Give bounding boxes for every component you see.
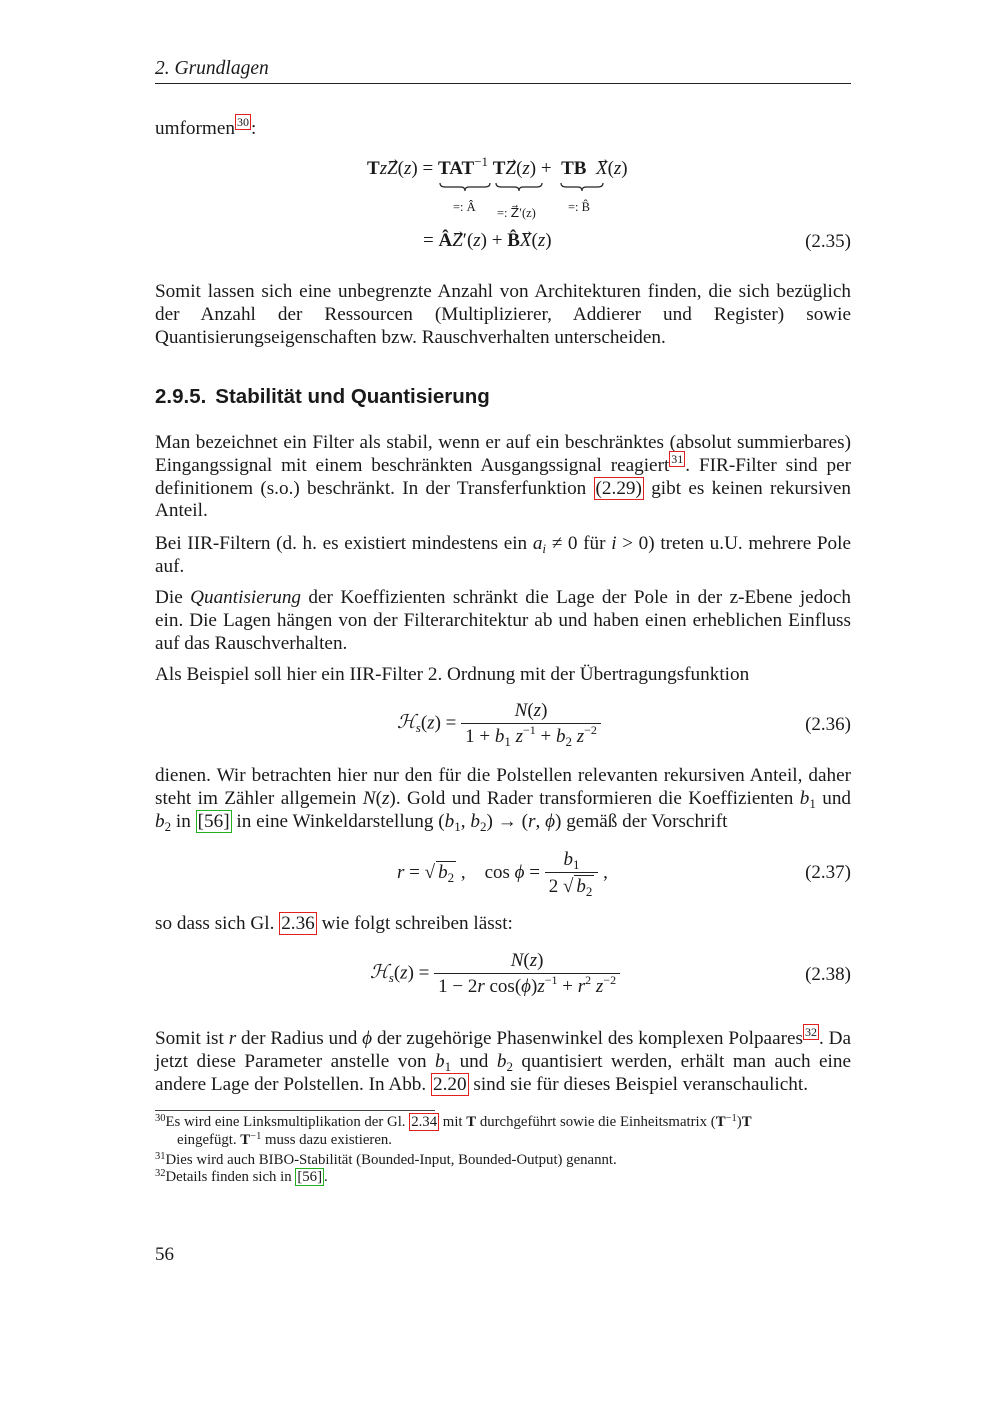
paragraph-quantization: Die Quantisierung der Koeffizienten schränkt die Lage der Pole in der z-Ebene jedoch ein. Die Lagen hängen von der Filterarchitektur ab und haben einen erheblichen Einfluss auf das Rauschverhalten.: [155, 587, 852, 654]
footnote-30: $^{30}$Es wird eine Linksmultiplikation der Gl. 2.34 mit T durchgeführt sowie die Einheitsmatrix $(T^{-1})T$ eingefügt. $T^{-1}$ muss dazu existieren.: [155, 1113, 752, 1148]
section-heading: 2.9.5. Stabilität und Quantisierung: [155, 385, 490, 408]
equation-2-37: r = √ $b_2$ , cos ϕ = $\frac{b_1}{2 √ b_2}$ ,: [397, 849, 608, 899]
eq-2-35-line2: = ÂZ⃗′(z) + B̂X⃗(z): [423, 230, 552, 251]
footnote-31: $^{31}$Dies wird auch BIBO-Stabilität (Bounded-Input, Bounded-Output) genannt.: [155, 1151, 617, 1168]
underbrace-z: [495, 183, 543, 191]
page-number: 56: [155, 1244, 174, 1265]
paragraph-stability: Man bezeichnet ein Filter als stabil, wenn er auf ein beschränktes (absolut summierbares) Eingangssignal mit einem beschränkten Ausgangssignal reagiert $^{31}$ . FIR-Filter sind per definitionem (s.o.) beschränkt. In der Transferfunktion (2.29) gibt es keinen rekursiven Anteil.: [155, 432, 851, 522]
figure-ref-2-20[interactable]: 2.20: [433, 1073, 467, 1095]
eq-2-35-number: (2.35): [805, 231, 851, 252]
footnote-ref-32[interactable]: 32: [804, 1025, 817, 1039]
brace-label-a: =: Â: [453, 200, 476, 214]
eq-ref-2-34[interactable]: 2.34: [411, 1114, 438, 1130]
footnote-rule: [155, 1110, 435, 1111]
running-header: 2. Grundlagen: [155, 58, 851, 84]
underbrace-b: [560, 183, 604, 191]
footnote-32: $^{32}$Details finden sich in [56] .: [155, 1168, 328, 1185]
brace-label-b: =: B̂: [568, 200, 590, 214]
equation-2-36: ℋ$_s$(z) = $\frac{N(z)}{1 + b_1 z^{-1} + b_2 z^{-2}}$: [397, 700, 601, 748]
footnote-ref-31[interactable]: 31: [671, 451, 684, 466]
eq-2-38-number: (2.38): [805, 964, 851, 985]
underbrace-a: [439, 183, 491, 191]
intro-line: umformen $^{30}$ :: [155, 115, 257, 139]
brace-label-z: =: Z⃗′(z): [497, 206, 536, 220]
paragraph-example: Als Beispiel soll hier ein IIR-Filter 2. Ordnung mit der Übertragungsfunktion: [155, 664, 750, 685]
eq-ref-2-29[interactable]: (2.29): [595, 477, 642, 499]
paragraph-iir: Bei IIR-Filtern (d. h. es existiert mindestens ein $a_i \ne 0$ für i > 0) treten u.U. mehrere Pole auf.: [155, 533, 852, 577]
paragraph-serve: dienen. Wir betrachten hier nur den für die Polstellen relevanten rekursiven Anteil, daher steht im Zähler allgemein N(z). Gold und Rader transformieren die Koeffizienten $b_1$ und $b_2$ in [56] in eine Winkeldarstellung ($b_1$, $b_2) \to (r$, ϕ) gemäß der Vorschrift: [155, 765, 852, 834]
eq-2-35-line1: TzZ⃗(z) = $TAT^{-1}$ TZ⃗(z) + TB X⃗(z): [367, 154, 628, 179]
paragraph-sothat: so dass sich Gl. 2.36 wie folgt schreiben lässt:: [155, 913, 513, 934]
paragraph-architectures: Somit lassen sich eine unbegrenzte Anzahl von Architekturen finden, die sich bezüglich der Anzahl der Ressourcen (Multiplizierer, Addierer und Register) sowie Quantisierungseigenschaften bzw. Rauschverhalten unterscheiden.: [155, 281, 851, 348]
footnote-citation-56[interactable]: [56]: [297, 1169, 323, 1185]
eq-2-36-number: (2.36): [805, 714, 851, 735]
footnote-ref-30[interactable]: 30: [236, 115, 249, 129]
eq-2-37-number: (2.37): [805, 862, 851, 883]
citation-56[interactable]: [56]: [197, 810, 230, 832]
equation-2-38: ℋ$_s$(z) = $\frac{N(z)}{1 - 2r \cos(\phi)z^{-1} + r^2 z^{-2}}$: [370, 950, 620, 998]
eq-ref-2-36[interactable]: 2.36: [281, 913, 315, 934]
emphasis-quantisierung: Quantisierung: [190, 587, 302, 608]
paragraph-radius: Somit ist r der Radius und ϕ der zugehörige Phasenwinkel des komplexen Polpaares $^{32}$ . Da jetzt diese Parameter anstelle von $b_1$ und $b_2$ quantisiert werden, erhält man auch eine andere Lage der Polstellen. In Abb. 2.20 sind sie für dieses Beispiel veranschaulicht.: [155, 1025, 851, 1095]
